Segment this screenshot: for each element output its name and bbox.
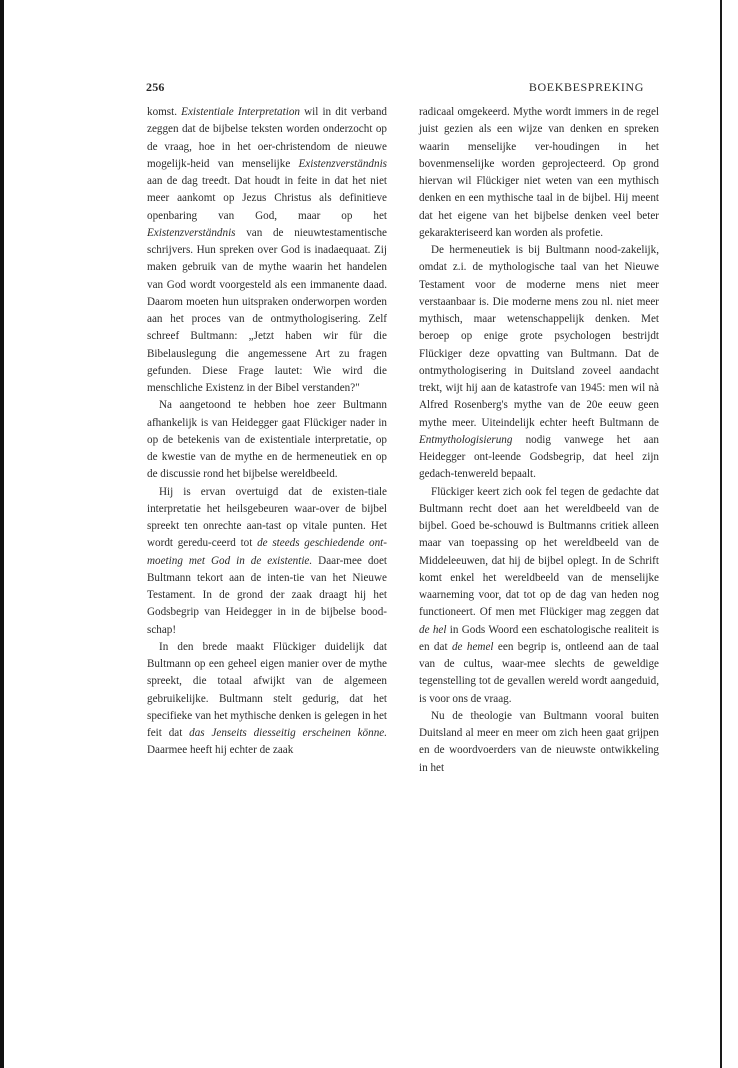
left-column bbox=[147, 104, 387, 760]
right-column bbox=[419, 104, 659, 777]
paragraph bbox=[147, 639, 387, 760]
paragraph bbox=[419, 242, 659, 484]
paragraph bbox=[147, 484, 387, 639]
scan-edge-right bbox=[720, 0, 722, 1068]
text-run: wil in dit verband zeggen dat de bijbelse teksten worden onderzocht op de vraag, hoe in het oer-christendom de nieuwe mogelijk-heid van menselijke bbox=[147, 106, 388, 170]
paragraph: radicaal omgekeerd. Mythe wordt immers in de regel juist gezien als een wijze van denken en spreken waarin menselijke ver-houdingen in het bovenmenselijke worden geprojecteerd. Op grond hiervan wil Flückiger niet weten van een mythisch denken en een mythische taal in de bijbel. Hij meent dat het eigene van het bijbelse denken veel beter gekarakteriseerd kan worden als profetie. bbox=[419, 106, 659, 239]
paragraph bbox=[419, 484, 659, 708]
text-run: in Gods Woord een eschatologische realiteit is en dat bbox=[419, 623, 660, 653]
italic-phrase: das Jenseits diesseitig erscheinen könne. bbox=[189, 727, 388, 739]
page-header bbox=[146, 80, 644, 95]
page-number: 256 bbox=[146, 80, 165, 94]
text-run: komst. bbox=[147, 106, 182, 118]
italic-term: Existenzverständnis bbox=[147, 226, 236, 239]
italic-term: Entmythologisierung bbox=[419, 433, 513, 446]
text-run: aan de dag treedt. Dat houdt in feite in dat het niet meer aankomt op Jezus Christus als definitieve openbaring van God, maar op het bbox=[147, 175, 387, 222]
paragraph: Na aangetoond te hebben hoe zeer Bultmann afhankelijk is van Heidegger gaat Flückiger nader in op de betekenis van de existentiale interpretatie, op de kwestie van de mythe en de hermeneutiek en op de discussie rond het bijbelse wereldbeeld. bbox=[147, 399, 387, 481]
text-run: De hermeneutiek is bij Bultmann nood-zakelijk, omdat z.i. de mythologische taal van het Nieuwe Testament voor de moderne mens niet meer verstaanbaar is. Die moderne mens zou nl. niet meer mythisch, maar wetenschappelijk denken. Met beroep op enige grote psychologen bestrijdt Flückiger deze opvatting van Bultmann. Dat de ontmythologisering in Duitsland zoveel aandacht trekt, wijt hij aan de katastrofe van 1945: men wil nà Alfred Rosenberg's mythe van de 20e eeuw geen mythe meer. Uiteindelijk echter heeft Bultmann de bbox=[419, 244, 659, 429]
text-run: Flückiger keert zich ook fel tegen de gedachte dat Bultmann recht doet aan het wereldbeeld van de bijbel. Goed be-schouwd is Bultmanns critiek alleen maar van toepassing op het wereldbeeld van de Middeleeuwen, dat hij de bijbel oplegt. In de Schrift komt enkel het wereldbeeld van de menselijke waarneming voor, dat tot op de dag van heden nog functioneert. Of men met Flückiger mag zeggen dat bbox=[419, 485, 659, 619]
text-run: Daar-mee doet Bultmann tekort aan de inten-tie van het Nieuwe Testament. In de grond der zaak draagt hij het Godsbegrip van Heidegger in in de bijbelse bood-schap! bbox=[147, 554, 388, 636]
text-run: In den brede maakt Flückiger duidelijk dat Bultmann op een geheel eigen manier over de mythe spreekt, die totaal afwijkt van de algemeen gebruikelijke. Bultmann stelt gedurig, dat het specifieke van het mythische denken is gelegen in het feit dat bbox=[147, 640, 387, 739]
scan-edge-left bbox=[0, 0, 4, 1068]
italic-phrase: de steeds geschiedende ont-moeting met God in de existentie. bbox=[147, 537, 387, 567]
text-run: Hij is ervan overtuigd dat de existen-tiale interpretatie het heilsgebeuren waar-over de bijbel spreekt ten onrechte aan-tast op vitale punten. Het wordt geredu-ceerd tot bbox=[147, 485, 387, 550]
text-run: Daarmee heeft hij echter de zaak bbox=[147, 744, 294, 757]
text-run: nodig vanwege het aan Heidegger ont-leende Godsbegrip, dat heel zijn gedach-tenwereld bepaalt. bbox=[419, 433, 659, 481]
italic-term: Existenzverständnis bbox=[298, 157, 387, 170]
italic-term: Existentiale Interpretation bbox=[181, 106, 300, 118]
paragraph: Nu de theologie van Bultmann vooral buiten Duitsland al meer en meer om zich heen gaat grijpen en de woordvoerders van de nieuwste ontwikkeling in het bbox=[419, 709, 659, 774]
italic-term: de hel bbox=[419, 623, 447, 636]
text-run: van de nieuwtestamentische schrijvers. Hun spreken over God is inadaequaat. Zij maken gebruik van de mythe waarin het handelen van God wordt voorgesteld als een immanente daad. Daarom moeten hun uitspraken onderworpen worden aan het proces van de ontmythologisering. Zelf schreef Bultmann: „Jetzt haben wir für die Bibelauslegung die angemessene Art zu fragen gefunden. Diese Frage lautet: Wie wird die menschliche Existenz in der Bibel verstanden?" bbox=[147, 226, 387, 394]
paragraph bbox=[147, 104, 387, 397]
running-title: BOEKBESPREKING bbox=[528, 80, 644, 94]
text-run: een begrip is, ontleend aan de taal van de cultus, waar-mee slechts de geweldige tegenstelling tot de gevallen wereld wordt aangeduid, is voor ons de vraag. bbox=[419, 640, 659, 705]
italic-term: de hemel bbox=[451, 640, 494, 653]
